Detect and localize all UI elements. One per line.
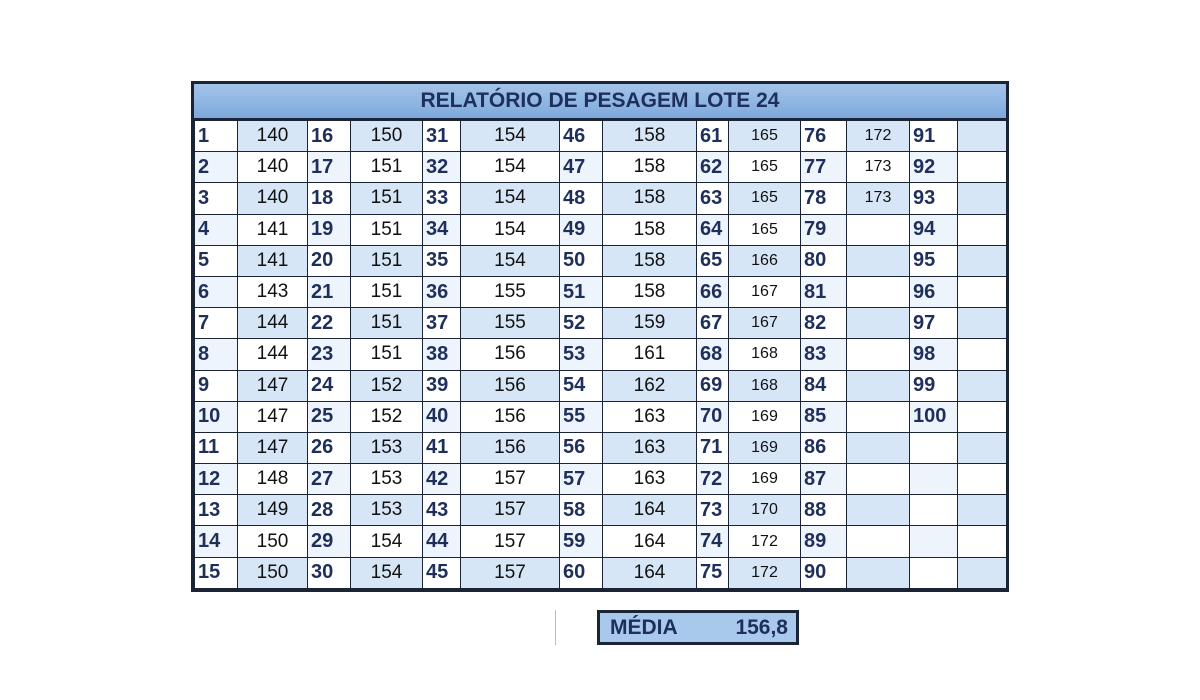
animal-number-cell: 28 [308, 495, 351, 526]
weight-cell: 163 [603, 432, 697, 463]
animal-number-cell: 51 [560, 276, 603, 307]
weight-cell: 150 [238, 557, 308, 588]
weight-cell [958, 214, 1007, 245]
animal-number-cell: 48 [560, 183, 603, 214]
weight-cell: 169 [729, 432, 801, 463]
weight-cell: 158 [603, 214, 697, 245]
report-title: RELATÓRIO DE PESAGEM LOTE 24 [194, 84, 1006, 120]
table-row [195, 339, 1007, 370]
animal-number-cell: 75 [697, 557, 729, 588]
weight-cell: 166 [729, 245, 801, 276]
animal-number-cell: 24 [308, 370, 351, 401]
weight-cell: 168 [729, 370, 801, 401]
weight-cell [847, 432, 910, 463]
animal-number-cell: 6 [195, 276, 238, 307]
weight-cell [958, 183, 1007, 214]
animal-number-cell: 100 [910, 401, 958, 432]
animal-number-cell: 13 [195, 495, 238, 526]
animal-number-cell: 18 [308, 183, 351, 214]
weight-cell [958, 370, 1007, 401]
animal-number-cell: 4 [195, 214, 238, 245]
weight-cell [958, 401, 1007, 432]
weight-cell: 163 [603, 401, 697, 432]
weight-cell: 161 [603, 339, 697, 370]
animal-number-cell: 52 [560, 308, 603, 339]
animal-number-cell: 78 [801, 183, 847, 214]
animal-number-cell: 12 [195, 464, 238, 495]
animal-number-cell: 31 [423, 121, 461, 152]
animal-number-cell: 82 [801, 308, 847, 339]
weight-cell: 156 [461, 339, 560, 370]
weight-cell: 172 [847, 121, 910, 152]
animal-number-cell: 64 [697, 214, 729, 245]
weight-cell: 153 [351, 495, 423, 526]
animal-number-cell: 77 [801, 152, 847, 183]
animal-number-cell: 36 [423, 276, 461, 307]
weight-cell: 154 [461, 152, 560, 183]
weight-cell: 152 [351, 401, 423, 432]
weight-cell: 154 [351, 526, 423, 557]
animal-number-cell [910, 495, 958, 526]
animal-number-cell: 47 [560, 152, 603, 183]
animal-number-cell: 49 [560, 214, 603, 245]
average-value: 156,8 [735, 615, 788, 639]
table-row [195, 370, 1007, 401]
animal-number-cell: 5 [195, 245, 238, 276]
animal-number-cell: 39 [423, 370, 461, 401]
weight-cell: 141 [238, 245, 308, 276]
animal-number-cell: 27 [308, 464, 351, 495]
weight-cell: 165 [729, 121, 801, 152]
weight-cell: 157 [461, 557, 560, 588]
table-row [195, 183, 1007, 214]
animal-number-cell: 69 [697, 370, 729, 401]
animal-number-cell: 89 [801, 526, 847, 557]
weight-cell: 167 [729, 308, 801, 339]
animal-number-cell: 95 [910, 245, 958, 276]
weight-cell: 168 [729, 339, 801, 370]
weight-cell: 155 [461, 276, 560, 307]
animal-number-cell: 62 [697, 152, 729, 183]
animal-number-cell: 32 [423, 152, 461, 183]
weight-cell: 148 [238, 464, 308, 495]
animal-number-cell: 74 [697, 526, 729, 557]
animal-number-cell: 17 [308, 152, 351, 183]
animal-number-cell: 11 [195, 432, 238, 463]
animal-number-cell: 71 [697, 432, 729, 463]
animal-number-cell: 92 [910, 152, 958, 183]
animal-number-cell: 63 [697, 183, 729, 214]
weight-cell: 150 [238, 526, 308, 557]
weight-cell: 141 [238, 214, 308, 245]
weights-grid [194, 120, 1007, 589]
animal-number-cell: 79 [801, 214, 847, 245]
weight-cell: 147 [238, 401, 308, 432]
weight-cell: 151 [351, 339, 423, 370]
animal-number-cell: 35 [423, 245, 461, 276]
weight-cell: 144 [238, 339, 308, 370]
weight-cell [958, 339, 1007, 370]
animal-number-cell: 44 [423, 526, 461, 557]
weight-cell: 164 [603, 557, 697, 588]
animal-number-cell: 23 [308, 339, 351, 370]
weight-cell: 173 [847, 183, 910, 214]
weight-cell: 154 [351, 557, 423, 588]
animal-number-cell: 85 [801, 401, 847, 432]
animal-number-cell: 55 [560, 401, 603, 432]
animal-number-cell: 42 [423, 464, 461, 495]
animal-number-cell: 37 [423, 308, 461, 339]
table-row [195, 401, 1007, 432]
weight-cell [847, 308, 910, 339]
weight-cell [958, 245, 1007, 276]
animal-number-cell: 76 [801, 121, 847, 152]
animal-number-cell [910, 526, 958, 557]
animal-number-cell: 94 [910, 214, 958, 245]
animal-number-cell: 7 [195, 308, 238, 339]
animal-number-cell: 45 [423, 557, 461, 588]
weight-cell: 156 [461, 370, 560, 401]
animal-number-cell [910, 557, 958, 588]
weight-cell [847, 495, 910, 526]
table-row [195, 152, 1007, 183]
weight-cell: 155 [461, 308, 560, 339]
weight-cell [847, 214, 910, 245]
animal-number-cell: 3 [195, 183, 238, 214]
weight-cell: 152 [351, 370, 423, 401]
weight-cell: 162 [603, 370, 697, 401]
average-label: MÉDIA [610, 615, 678, 639]
weight-cell: 159 [603, 308, 697, 339]
weight-cell: 149 [238, 495, 308, 526]
animal-number-cell: 16 [308, 121, 351, 152]
animal-number-cell [910, 432, 958, 463]
animal-number-cell: 29 [308, 526, 351, 557]
weight-cell: 172 [729, 557, 801, 588]
table-row [195, 432, 1007, 463]
weight-cell: 156 [461, 432, 560, 463]
weight-cell: 164 [603, 526, 697, 557]
weight-cell: 165 [729, 152, 801, 183]
animal-number-cell: 88 [801, 495, 847, 526]
weight-cell [958, 526, 1007, 557]
weight-cell: 144 [238, 308, 308, 339]
animal-number-cell: 14 [195, 526, 238, 557]
animal-number-cell: 41 [423, 432, 461, 463]
animal-number-cell: 8 [195, 339, 238, 370]
weight-cell: 154 [461, 183, 560, 214]
weight-cell: 151 [351, 276, 423, 307]
animal-number-cell: 53 [560, 339, 603, 370]
weight-cell [847, 245, 910, 276]
weighing-report-table [191, 81, 1009, 592]
weight-cell: 165 [729, 183, 801, 214]
weight-cell [847, 339, 910, 370]
animal-number-cell: 54 [560, 370, 603, 401]
weight-cell: 154 [461, 121, 560, 152]
animal-number-cell: 81 [801, 276, 847, 307]
animal-number-cell: 10 [195, 401, 238, 432]
table-row [195, 557, 1007, 588]
weight-cell [958, 308, 1007, 339]
table-row [195, 495, 1007, 526]
weight-cell [958, 464, 1007, 495]
animal-number-cell: 26 [308, 432, 351, 463]
weight-cell: 147 [238, 432, 308, 463]
animal-number-cell: 98 [910, 339, 958, 370]
sheet-gridline [555, 610, 556, 645]
weight-cell [958, 152, 1007, 183]
weight-cell: 169 [729, 401, 801, 432]
weight-cell [847, 557, 910, 588]
weight-cell: 167 [729, 276, 801, 307]
animal-number-cell: 91 [910, 121, 958, 152]
animal-number-cell: 97 [910, 308, 958, 339]
animal-number-cell: 43 [423, 495, 461, 526]
weight-cell: 157 [461, 495, 560, 526]
weight-cell: 158 [603, 276, 697, 307]
animal-number-cell: 25 [308, 401, 351, 432]
table-row [195, 526, 1007, 557]
animal-number-cell: 80 [801, 245, 847, 276]
animal-number-cell: 70 [697, 401, 729, 432]
weight-cell [958, 121, 1007, 152]
animal-number-cell: 72 [697, 464, 729, 495]
animal-number-cell: 67 [697, 308, 729, 339]
weight-cell: 147 [238, 370, 308, 401]
table-row [195, 308, 1007, 339]
animal-number-cell: 21 [308, 276, 351, 307]
table-row [195, 276, 1007, 307]
weight-cell: 151 [351, 183, 423, 214]
weight-cell: 163 [603, 464, 697, 495]
weight-cell: 157 [461, 526, 560, 557]
table-row [195, 214, 1007, 245]
table-row [195, 464, 1007, 495]
weight-cell: 151 [351, 152, 423, 183]
weight-cell [958, 276, 1007, 307]
animal-number-cell: 86 [801, 432, 847, 463]
animal-number-cell: 15 [195, 557, 238, 588]
weight-cell [847, 276, 910, 307]
animal-number-cell: 83 [801, 339, 847, 370]
weight-cell: 153 [351, 464, 423, 495]
weight-cell: 150 [351, 121, 423, 152]
weight-cell: 157 [461, 464, 560, 495]
animal-number-cell: 9 [195, 370, 238, 401]
animal-number-cell: 19 [308, 214, 351, 245]
weight-cell: 173 [847, 152, 910, 183]
weight-cell: 140 [238, 183, 308, 214]
weight-cell: 143 [238, 276, 308, 307]
weight-cell: 165 [729, 214, 801, 245]
weight-cell [847, 526, 910, 557]
animal-number-cell: 61 [697, 121, 729, 152]
weight-cell: 172 [729, 526, 801, 557]
weight-cell: 151 [351, 245, 423, 276]
animal-number-cell: 65 [697, 245, 729, 276]
animal-number-cell: 99 [910, 370, 958, 401]
weight-cell: 151 [351, 214, 423, 245]
weight-cell [847, 370, 910, 401]
animal-number-cell: 33 [423, 183, 461, 214]
table-row [195, 121, 1007, 152]
weight-cell: 151 [351, 308, 423, 339]
weight-cell [847, 401, 910, 432]
animal-number-cell: 60 [560, 557, 603, 588]
weight-cell: 140 [238, 152, 308, 183]
animal-number-cell: 68 [697, 339, 729, 370]
animal-number-cell: 22 [308, 308, 351, 339]
animal-number-cell: 84 [801, 370, 847, 401]
animal-number-cell: 50 [560, 245, 603, 276]
average-box [597, 610, 799, 645]
animal-number-cell: 30 [308, 557, 351, 588]
weight-cell: 158 [603, 245, 697, 276]
weight-cell: 154 [461, 214, 560, 245]
table-row [195, 245, 1007, 276]
weight-cell: 158 [603, 183, 697, 214]
weight-cell: 158 [603, 121, 697, 152]
weight-cell [958, 432, 1007, 463]
animal-number-cell: 96 [910, 276, 958, 307]
weight-cell [958, 557, 1007, 588]
weight-cell [958, 495, 1007, 526]
weight-cell: 170 [729, 495, 801, 526]
animal-number-cell: 56 [560, 432, 603, 463]
weight-cell: 156 [461, 401, 560, 432]
animal-number-cell: 57 [560, 464, 603, 495]
animal-number-cell: 87 [801, 464, 847, 495]
weight-cell: 169 [729, 464, 801, 495]
animal-number-cell: 2 [195, 152, 238, 183]
weight-cell: 153 [351, 432, 423, 463]
animal-number-cell: 46 [560, 121, 603, 152]
animal-number-cell: 40 [423, 401, 461, 432]
weight-cell [847, 464, 910, 495]
weight-cell: 164 [603, 495, 697, 526]
animal-number-cell: 59 [560, 526, 603, 557]
animal-number-cell [910, 464, 958, 495]
animal-number-cell: 38 [423, 339, 461, 370]
animal-number-cell: 58 [560, 495, 603, 526]
animal-number-cell: 20 [308, 245, 351, 276]
animal-number-cell: 66 [697, 276, 729, 307]
animal-number-cell: 1 [195, 121, 238, 152]
weight-cell: 140 [238, 121, 308, 152]
animal-number-cell: 90 [801, 557, 847, 588]
weight-cell: 158 [603, 152, 697, 183]
animal-number-cell: 93 [910, 183, 958, 214]
animal-number-cell: 34 [423, 214, 461, 245]
weight-cell: 154 [461, 245, 560, 276]
animal-number-cell: 73 [697, 495, 729, 526]
